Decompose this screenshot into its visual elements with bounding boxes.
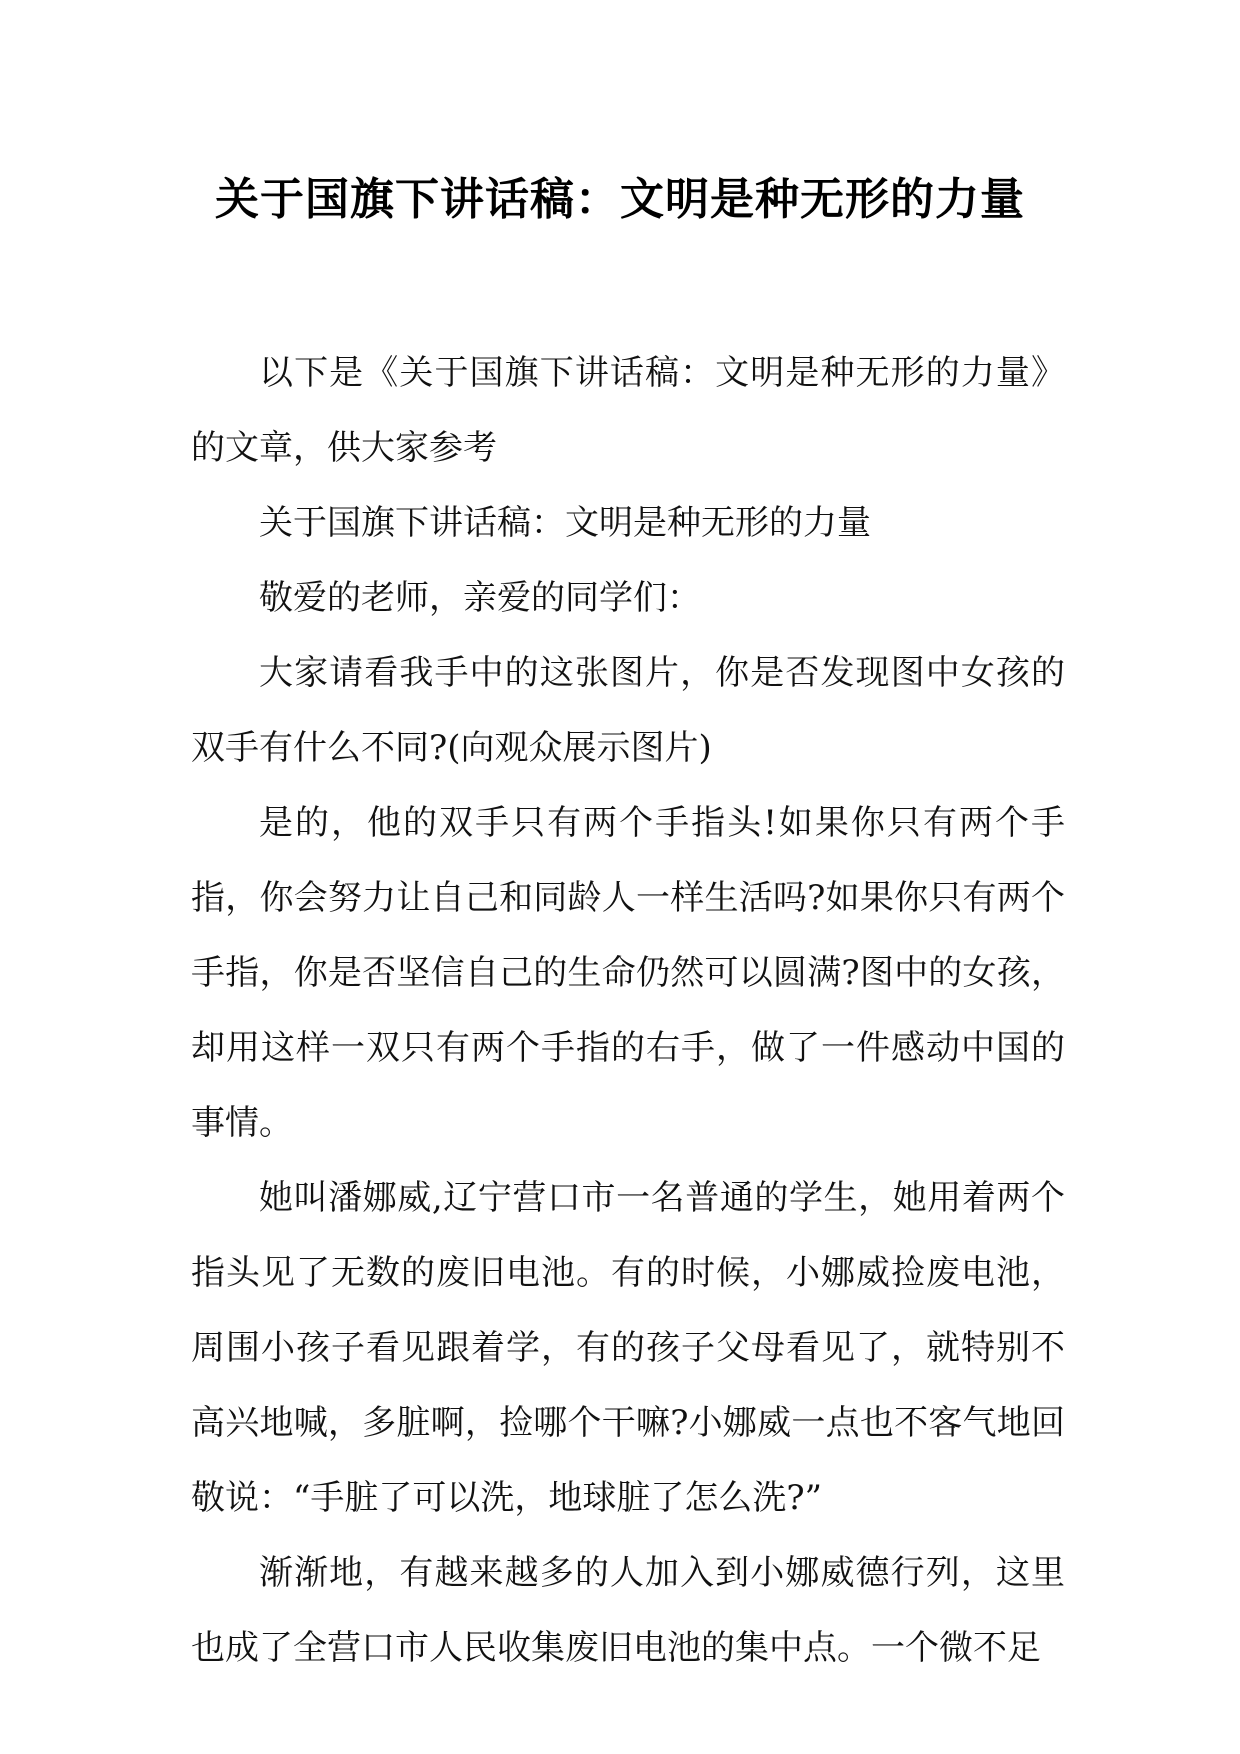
paragraph-story: 她叫潘娜威,辽宁营口市一名普通的学生，她用着两个指头见了无数的废旧电池。有的时候，小娜威捡废电池，周围小孩子看见跟着学，有的孩子父母看见了，就特别不高兴地喊，多脏啊，捡哪个干嘛?小娜威一点也不客气地回敬说：“手脏了可以洗，地球脏了怎么洗?” (191, 1178, 1065, 1518)
document-body (191, 336, 1065, 1686)
paragraph-intro: 以下是《关于国旗下讲话稿：文明是种无形的力量》的文章，供大家参考 (191, 353, 1065, 468)
paragraph-salutation: 敬爱的老师，亲爱的同学们： (259, 578, 701, 618)
paragraph-picture: 大家请看我手中的这张图片，你是否发现图中女孩的双手有什么不同?(向观众展示图片) (191, 653, 1065, 768)
document-title: 关于国旗下讲话稿：文明是种无形的力量 (215, 174, 1025, 225)
paragraph-two-fingers: 是的，他的双手只有两个手指头!如果你只有两个手指，你会努力让自己和同龄人一样生活吗?如果你只有两个手指，你是否坚信自己的生命仍然可以圆满?图中的女孩，却用这样一双只有两个手指的右手，做了一件感动中国的事情。 (191, 803, 1065, 1143)
paragraph-subtitle: 关于国旗下讲话稿：文明是种无形的力量 (259, 503, 871, 543)
paragraph-gradually: 渐渐地，有越来越多的人加入到小娜威德行列，这里也成了全营口市人民收集废旧电池的集中点。一个微不足 (191, 1553, 1065, 1668)
